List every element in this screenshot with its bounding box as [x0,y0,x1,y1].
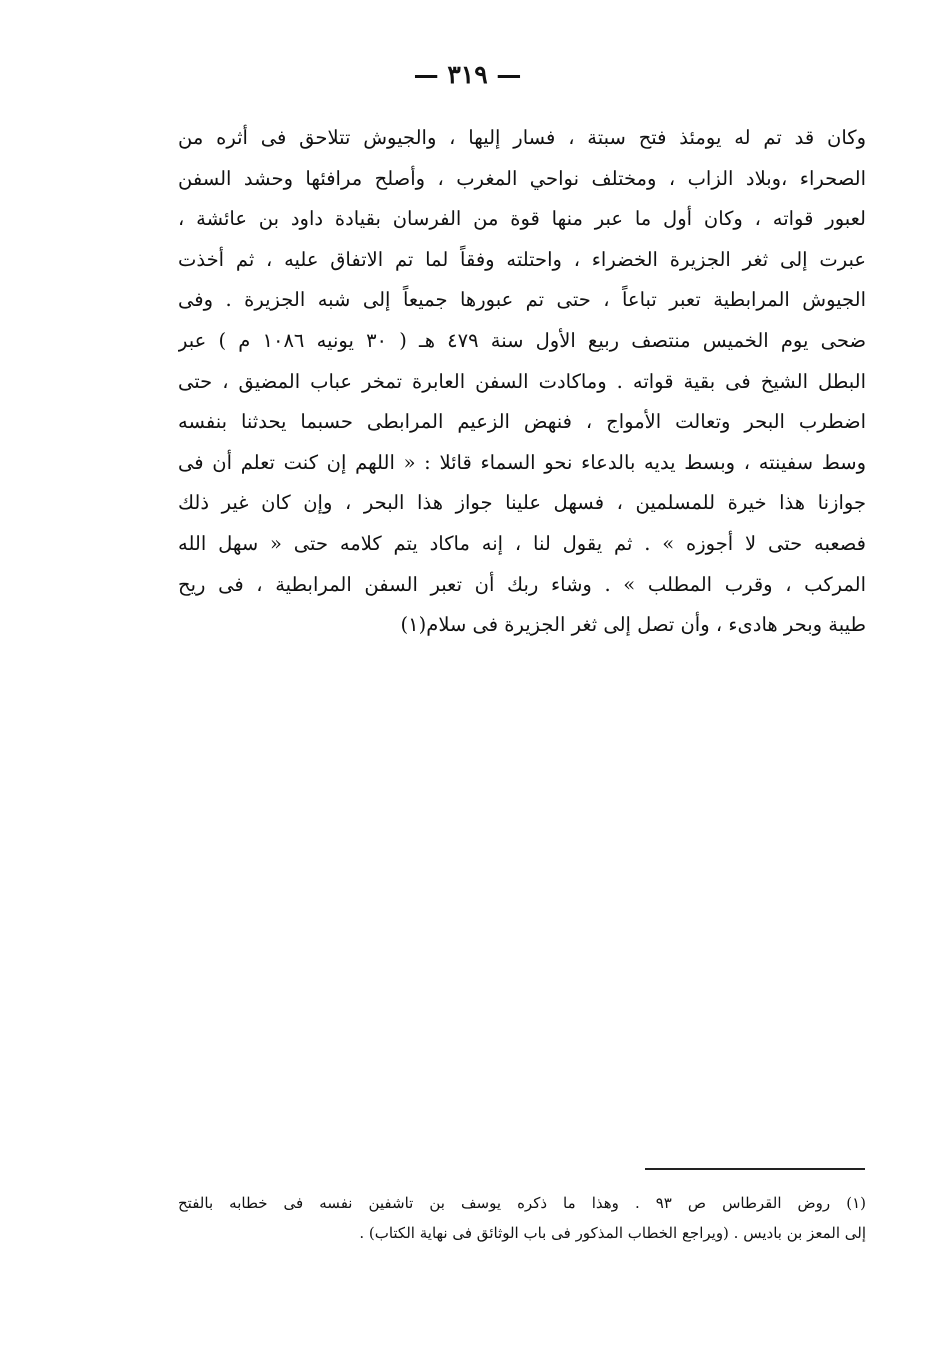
text-line: طيبة وبحر هادىء ، وأن تصل إلى ثغر الجزيرة فى سلام(١) [400,613,866,637]
text-line: عبرت إلى ثغر الجزيرة الخضراء ، واحتلته وفقاً لما تم الاتفاق عليه ، ثم أخذت [178,247,866,271]
footnotes [178,1188,866,1248]
text-line: المركب ، وقرب المطلب » . وشاء ربك أن تعبر السفن المرابطية ، فى ريح [178,572,866,596]
footnote-divider [645,1168,865,1170]
text-line: الجيوش المرابطية تعبر تباعاً ، حتى تم عبورها جميعاً إلى شبه الجزيرة . وفى [178,288,866,312]
text-line: الصحراء ،وبلاد الزاب ، ومختلف نواحي المغرب ، وأصلح مرافئها وحشد السفن [178,166,866,190]
text-line: البطل الشيخ فى بقية قواته . وماكادت السفن العابرة تمخر عباب المضيق ، حتى [178,369,866,393]
text-line: ضحى يوم الخميس منتصف ربيع الأول سنة ٤٧٩ هـ ( ٣٠ يونيه ١٠٨٦ م ) عبر [178,328,866,352]
text-line: فصعبه حتى لا أجوزه » . ثم يقول لنا ، إنه ماكاد يتم كلامه حتى « سهل الله [178,531,866,555]
text-line: جوازنا هذا خيرة للمسلمين ، فسهل علينا جواز هذا البحر ، وإن كان غير ذلك [178,491,866,515]
text-line: وكان قد تم له يومئذ فتح سبتة ، فسار إليها ، والجيوش تتلاحق فى أثره من [178,126,866,149]
text-line: اضطرب البحر وتعالت الأمواج ، فنهض الزعيم المرابطى حسبما يحدثنا بنفسه [178,410,866,434]
main-text [178,118,866,646]
text-line: وسط سفينته ، وبسط يديه بالدعاء نحو السماء قائلا : « اللهم إن كنت تعلم أن فى [178,450,866,474]
text-line: لعبور قواته ، وكان أول ما عبر منها قوة من الفرسان بقيادة داود بن عائشة ، [178,207,866,231]
page-number: — ٣١٩ — [413,60,522,89]
footnote-line: (١) روض القرطاس ص ٩٣ . وهذا ما ذكره يوسف بن تاشفين نفسه فى خطابه بالفتح [178,1194,866,1212]
footnote-line: إلى المعز بن باديس . (ويراجع الخطاب المذكور فى باب الوثائق فى نهاية الكتاب) . [359,1224,866,1242]
